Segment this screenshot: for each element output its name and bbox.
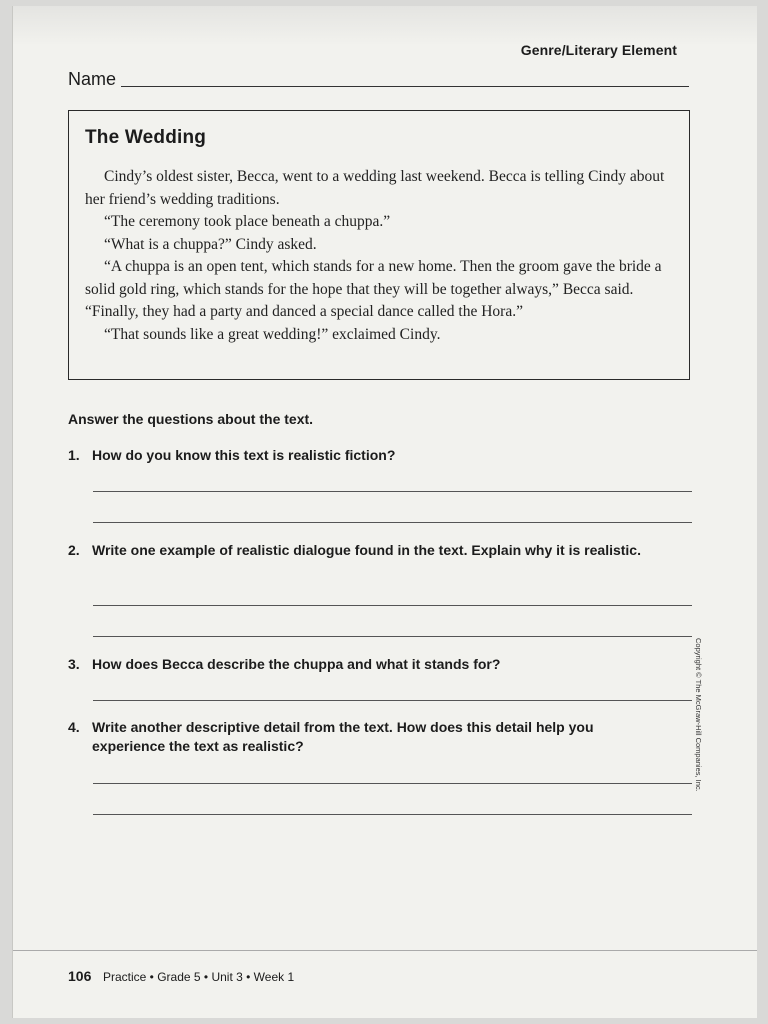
question-text: Write one example of realistic dialogue found in the text. Explain why it is realistic. — [92, 542, 641, 558]
footer-text: Practice • Grade 5 • Unit 3 • Week 1 — [103, 970, 295, 984]
answer-line[interactable] — [93, 605, 692, 606]
answer-line[interactable] — [93, 700, 692, 701]
copyright-notice: Copyright © The McGraw-Hill Companies, Inc. — [694, 638, 703, 792]
story-box — [68, 110, 690, 380]
story-paragraph: Cindy’s oldest sister, Becca, went to a wedding last weekend. Becca is telling Cindy about her friend’s wedding traditions. — [85, 168, 665, 208]
name-label: Name — [68, 69, 117, 89]
question-2 — [68, 541, 668, 560]
worksheet-page — [12, 6, 757, 1018]
story-paragraph: “The ceremony took place beneath a chuppa.” — [104, 213, 391, 230]
question-number: 3. — [68, 656, 80, 672]
question-text: How does Becca describe the chuppa and what it stands for? — [92, 656, 501, 672]
answer-line[interactable] — [93, 814, 692, 815]
name-field-line[interactable] — [121, 86, 689, 87]
question-number: 4. — [68, 719, 80, 735]
question-1 — [68, 446, 668, 465]
story-paragraph: “A chuppa is an open tent, which stands for a new home. Then the groom gave the bride a solid gold ring, which stands for the hope that they will be together always,” Becca said. “Finally, they had a party and danced a special dance called the Hora.” — [85, 258, 662, 320]
answer-line[interactable] — [93, 522, 692, 523]
question-3 — [68, 655, 668, 674]
answer-line[interactable] — [93, 783, 692, 784]
instructions: Answer the questions about the text. — [68, 411, 314, 427]
story-paragraph: “What is a chuppa?” Cindy asked. — [104, 235, 317, 253]
page-number: 106 — [68, 968, 92, 984]
question-text: How do you know this text is realistic fiction? — [92, 447, 396, 463]
question-text: Write another descriptive detail from the text. How does this detail help you experience the text as realistic? — [92, 719, 594, 754]
story-title: The Wedding — [85, 127, 207, 148]
question-number: 2. — [68, 542, 80, 558]
page-top-shadow — [13, 6, 757, 46]
story-paragraph: “That sounds like a great wedding!” exclaimed Cindy. — [104, 325, 441, 343]
genre-heading: Genre/Literary Element — [520, 42, 677, 58]
answer-line[interactable] — [93, 491, 692, 492]
question-number: 1. — [68, 447, 80, 463]
answer-line[interactable] — [93, 636, 692, 637]
story-body — [85, 166, 671, 346]
question-4 — [68, 718, 668, 756]
footer-divider — [13, 950, 757, 951]
